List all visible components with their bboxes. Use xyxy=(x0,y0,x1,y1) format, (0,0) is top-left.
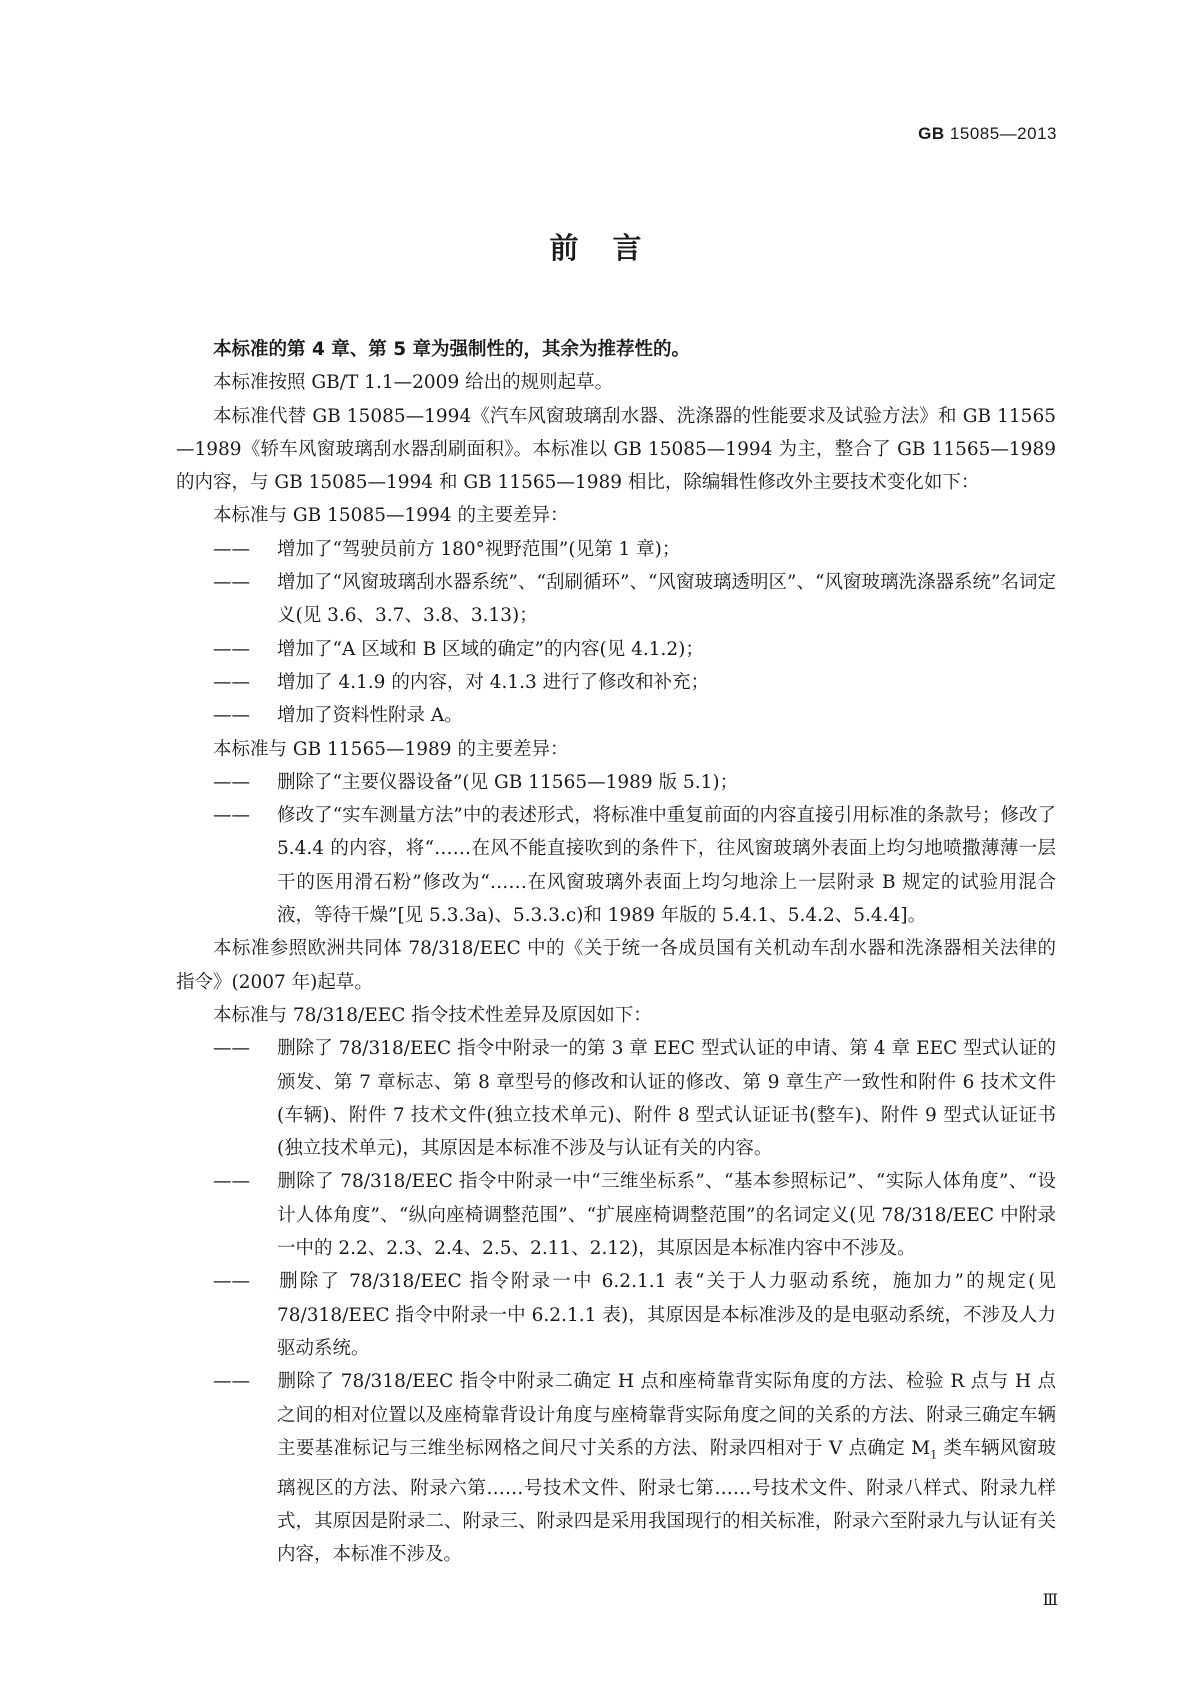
list-item: —— 增加了“A 区域和 B 区域的确定”的内容(见 4.1.2)； xyxy=(213,638,704,660)
drafting-rules-paragraph: 本标准按照 GB/T 1.1—2009 给出的规则起草。 xyxy=(213,372,614,394)
diff-1989-list xyxy=(176,766,1056,932)
list-item: —— 删除了 78/318/EEC 指令中附录一的第 3 章 EEC 型式认证的申请、第 4 章 EEC 型式认证的颁发、第 7 章标志、第 8 章型号的修改和认证的修改、第 9 章生产一致性和附件 6 技术文件(车辆)、附件 7 技术文件(独立技术单元)、附件 8 型式认证证书(整车)、附件 9 型式认证证书(独立技术单元)，其原因是本标准不涉及与认证有关的内容。 xyxy=(213,1038,1056,1160)
standard-number: 15085—2013 xyxy=(949,124,1057,143)
diff-1994-heading: 本标准与 GB 15085—1994 的主要差异： xyxy=(213,505,569,527)
subscript: 1 xyxy=(930,1448,938,1462)
list-item: —— 增加了资料性附录 A。 xyxy=(213,705,463,727)
list-item: —— 删除了“主要仪器设备”(见 GB 11565—1989 版 5.1)； xyxy=(213,771,739,793)
eec-diff-list xyxy=(176,1032,1056,1571)
diff-1994-list xyxy=(176,533,1056,733)
diff-1989-heading: 本标准与 GB 11565—1989 的主要差异： xyxy=(213,738,569,760)
list-item: —— 删除了 78/318/EEC 指令附录一中 6.2.1.1 表“关于人力驱动系统，施加力”的规定(见 78/318/EEC 指令中附录一中 6.2.1.1 表)，其原因是本标准涉及的是电驱动系统，不涉及人力驱动系统。 xyxy=(213,1271,1056,1359)
eec-diff-heading: 本标准与 78/318/EEC 指令技术性差异及原因如下： xyxy=(213,1004,652,1026)
list-item: —— 删除了 78/318/EEC 指令中附录二确定 H 点和座椅靠背实际角度的方法、检验 R 点与 H 点之间的相对位置以及座椅靠背设计角度与座椅靠背实际角度之间的关系的方法、附录三确定车辆主要基准标记与三维坐标网格之间尺寸关系的方法、附录四相对于 V 点确定 $M_1$ 类车辆风窗玻璃视区的方法、附录六第……号技术文件、附录七第……号技术文件、附录八样式、附录九样式，其原因是附录二、附录三、附录四是采用我国现行的相关标准，附录六至附录九与认证有关内容，本标准不涉及。 xyxy=(213,1371,1056,1566)
list-item: —— 删除了 78/318/EEC 指令中附录一中“三维坐标系”、“基本参照标记”、“实际人体角度”、“设计人体角度”、“纵向座椅调整范围”、“扩展座椅调整范围”的名词定义(见 78/318/EEC 中附录一中的 2.2、2.3、2.4、2.5、2.11、2.12)，其原因是本标准内容中不涉及。 xyxy=(213,1171,1056,1260)
list-item: —— 增加了“驾驶员前方 180°视野范围”(见第 1 章)； xyxy=(213,538,681,560)
page-title: 前言 xyxy=(549,231,676,265)
foreword-body xyxy=(176,333,1056,1572)
standard-prefix: GB xyxy=(918,124,945,143)
eec-reference-paragraph: 本标准参照欧洲共同体 78/318/EEC 中的《关于统一各成员国有关机动车刮水器和洗涤器相关法律的指令》(2007 年)起草。 xyxy=(176,938,1056,993)
mandatory-clause-statement: 本标准的第 4 章、第 5 章为强制性的，其余为推荐性的。 xyxy=(213,339,691,360)
replacement-paragraph: 本标准代替 GB 15085—1994《汽车风窗玻璃刮水器、洗涤器的性能要求及试验方法》和 GB 11565—1989《轿车风窗玻璃刮水器刮刷面积》。本标准以 GB 15085—1994 为主，整合了 GB 11565—1989 的内容，与 GB 15085—1994 和 GB 11565—1989 相比，除编辑性修改外主要技术变化如下： xyxy=(176,405,1056,494)
page-number: Ⅲ xyxy=(1042,1590,1058,1609)
standard-code xyxy=(918,124,1057,144)
list-item: —— 修改了“实车测量方法”中的表述形式，将标准中重复前面的内容直接引用标准的条款号；修改了 5.4.4 的内容，将“……在风不能直接吹到的条件下，往风窗玻璃外表面上均匀地喷撒薄薄一层干的医用滑石粉”修改为“……在风窗玻璃外表面上均匀地涂上一层附录 B 规定的试验用混合液，等待干燥”[见 5.3.3a)、5.3.3.c)和 1989 年版的 5.4.1、5.4.2、5.4.4]。 xyxy=(213,805,1056,927)
list-item: —— 增加了 4.1.9 的内容，对 4.1.3 进行了修改和补充； xyxy=(213,671,710,693)
list-item: —— 增加了“风窗玻璃刮水器系统”、“刮刷循环”、“风窗玻璃透明区”、“风窗玻璃洗涤器系统”名词定义(见 3.6、3.7、3.8、3.13)； xyxy=(213,572,1056,627)
